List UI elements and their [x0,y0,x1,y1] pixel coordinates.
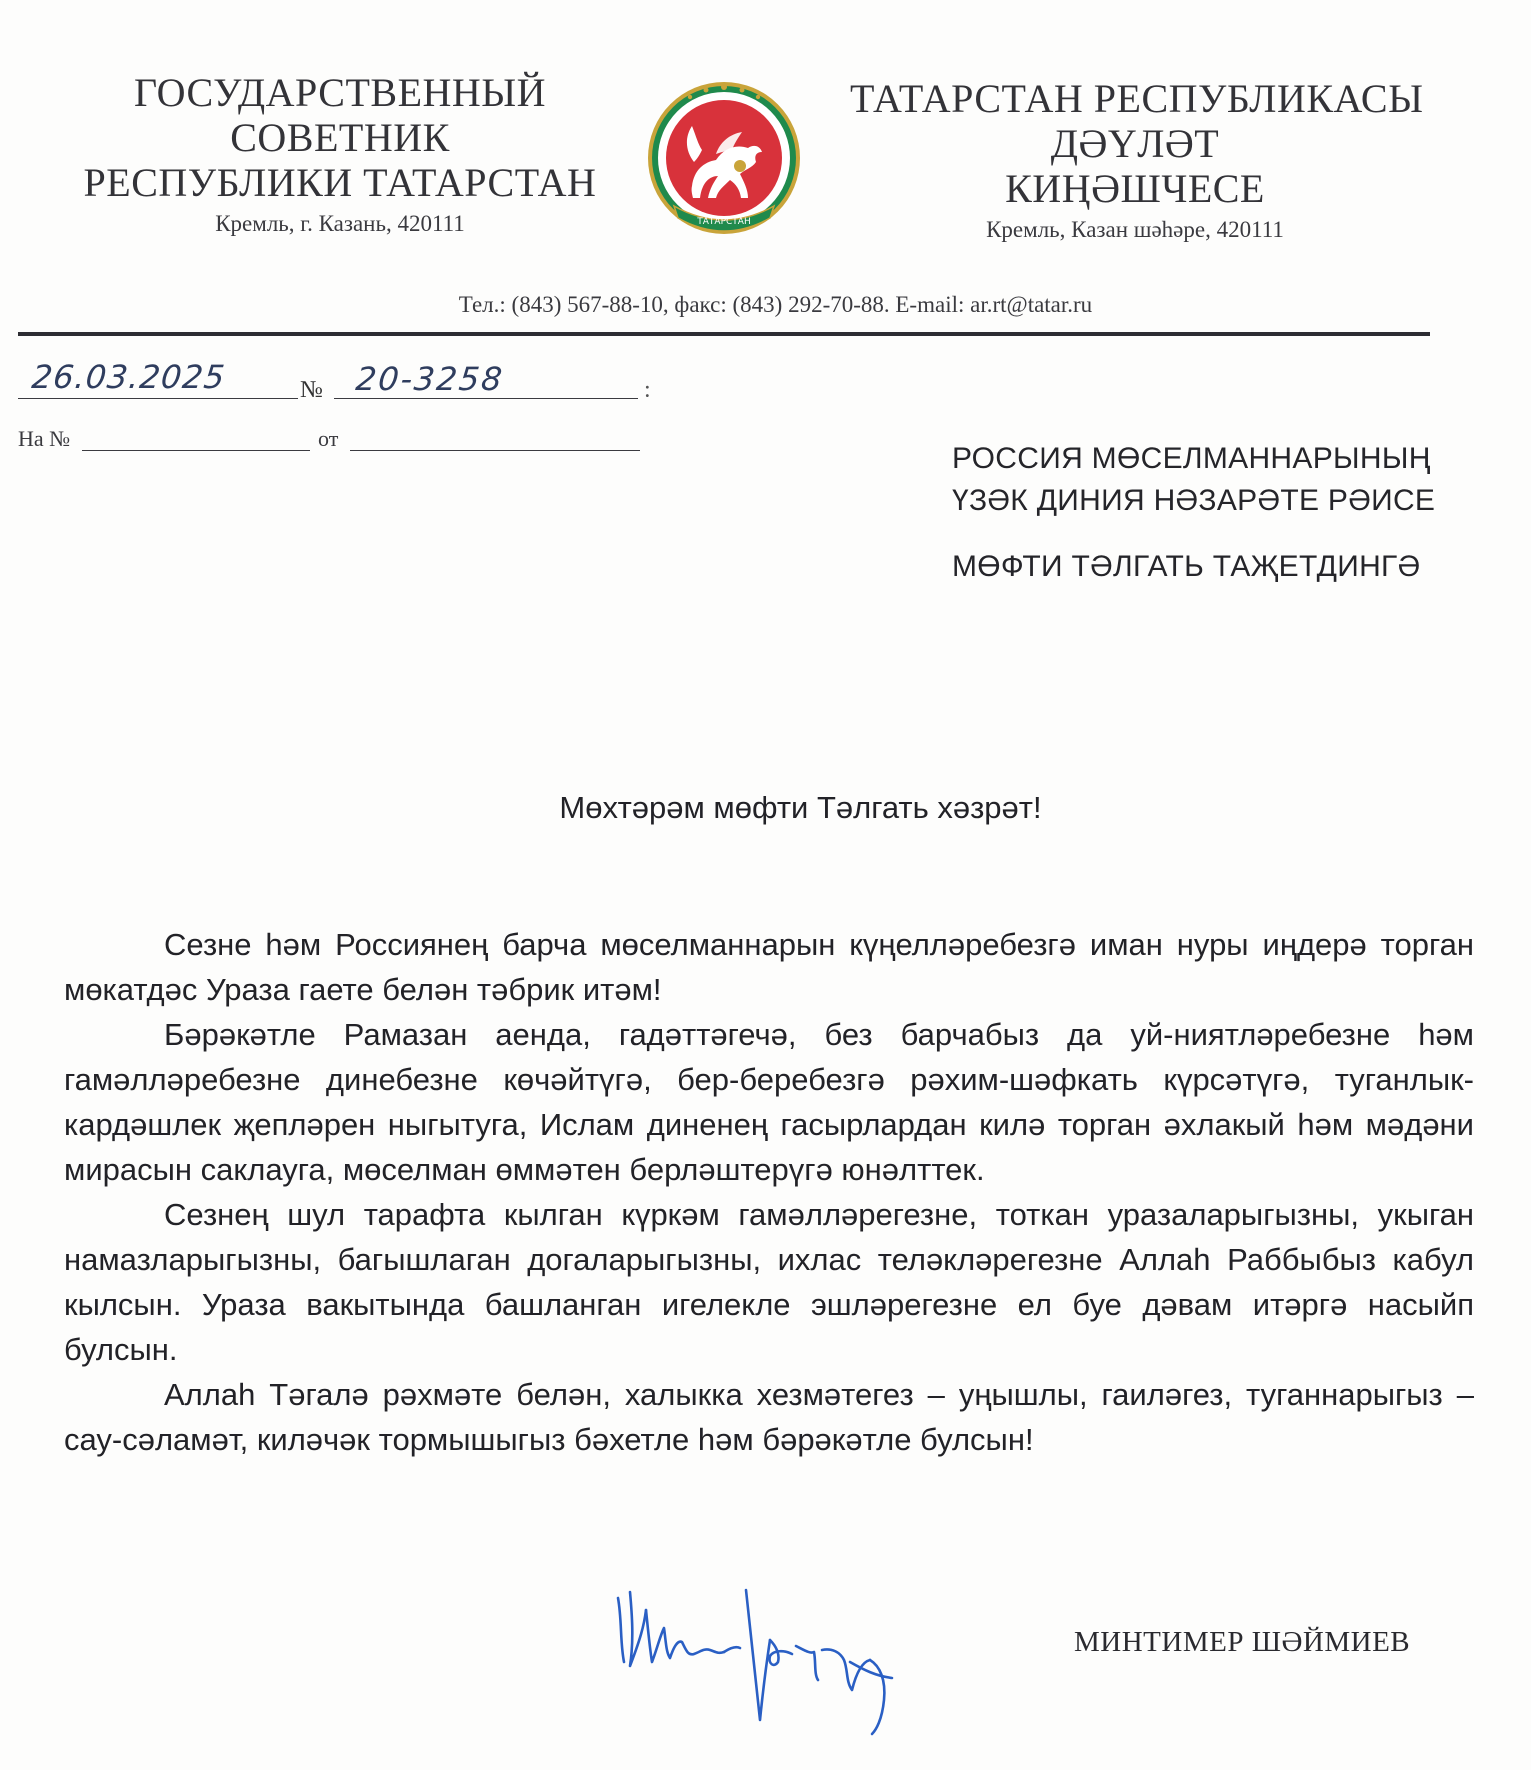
header-left-russian [60,70,620,239]
header-left-line-2: СОВЕТНИК [230,115,450,160]
reference-date-label: от [318,426,339,451]
header-right-address: Кремль, Казан шәһәре, 420111 [986,217,1284,242]
reference-date-blank [350,450,640,451]
header-right-tatar [850,76,1424,245]
contact-line: Тел.: (843) 567-88-10, факс: (843) 292-70-88. E-mail: ar.rt@tatar.ru [458,292,1093,317]
tatarstan-coat-of-arms-icon [644,78,804,242]
salutation: Мөхтәрәм мөфти Тәлгать хәзрәт! [559,790,1042,825]
registration-date-field [18,358,298,399]
body-paragraph-3: Сезнең шул тарафта кылган күркәм гамәлләрегезне, тоткан уразаларыгызны, укыган намазларыгызны, багышлаган догаларыгызны, ихлас теләкләрегезне Аллаһ Раббыбыз кабул кылсын. Ураза вакытында башланган игелекле эшләрегезне ел буе дәвам итәргә насыйп булсын. [64,1197,1474,1367]
registration-number-label: № [300,377,323,403]
registration-number-field [334,358,638,399]
header-left-line-3: РЕСПУБЛИКИ ТАТАРСТАН [83,160,597,205]
reference-number-blank [82,450,310,451]
addressee-name: МӨФТИ ТӘЛГАТЬ ТАҖЕТДИНГӘ [952,550,1421,583]
registration-date: 26.03.2025 [30,358,228,396]
header-divider [18,332,1430,336]
addressee-block [952,438,1512,588]
body-paragraph-4: Аллаһ Тәгалә рәхмәте белән, халыкка хезмәтегез – уңышлы, гаиләгез, туганнарыгыз – сау-сәламәт, киләчәк тормышыгыз бәхетле һәм бәрәкәтле булсын! [64,1377,1474,1457]
letter-body [64,922,1474,1462]
handwritten-signature [600,1570,940,1740]
header-left-line-1: ГОСУДАРСТВЕННЫЙ [133,70,547,115]
reference-number-label: На № [18,426,71,451]
header-right-line-3: КИҢӘШЧЕСЕ [1005,166,1265,211]
registration-colon: : [644,377,651,403]
body-paragraph-2: Бәрәкәтле Рамазан аенда, гадәттәгечә, без барчабыз да уй-ниятләребезне һәм гамәлләребезне динебезне көчәйтүгә, бер-беребезгә рәхим-шәфкать күрсәтүгә, туганлык-кардәшлек җепләрен ныгытуга, Ислам диненең гасырлардан килә торган әхлакый һәм мәдәни мирасын саклауга, мөселман өммәтен берләштерүгә юнәлттек. [64,1017,1474,1187]
registration-number: 20-3258 [354,360,506,398]
header-right-line-2: ДӘҮЛӘТ [1050,121,1220,166]
addressee-line-1: РОССИЯ МӨСЕЛМАННАРЫНЫҢ [952,442,1431,475]
header-left-address: Кремль, г. Казань, 420111 [215,211,465,236]
header-right-line-1: ТАТАРСТАН РЕСПУБЛИКАСЫ [850,76,1424,121]
body-paragraph-1: Сезне һәм Россиянең барча мөселманнарын күңелләребезгә иман нуры иңдерә торган мөкатдәс Ураза гаете белән тәбрик итәм! [64,927,1474,1007]
registration-row [18,358,658,404]
emblem-ribbon-text: ТАТАРСТАН [697,217,751,227]
reference-row [18,424,658,456]
addressee-line-2: ҮЗӘК ДИНИЯ НӘЗАРӘТЕ РӘИСЕ [952,484,1436,517]
signer-name: МИНТИМЕР ШӘЙМИЕВ [1074,1626,1411,1658]
